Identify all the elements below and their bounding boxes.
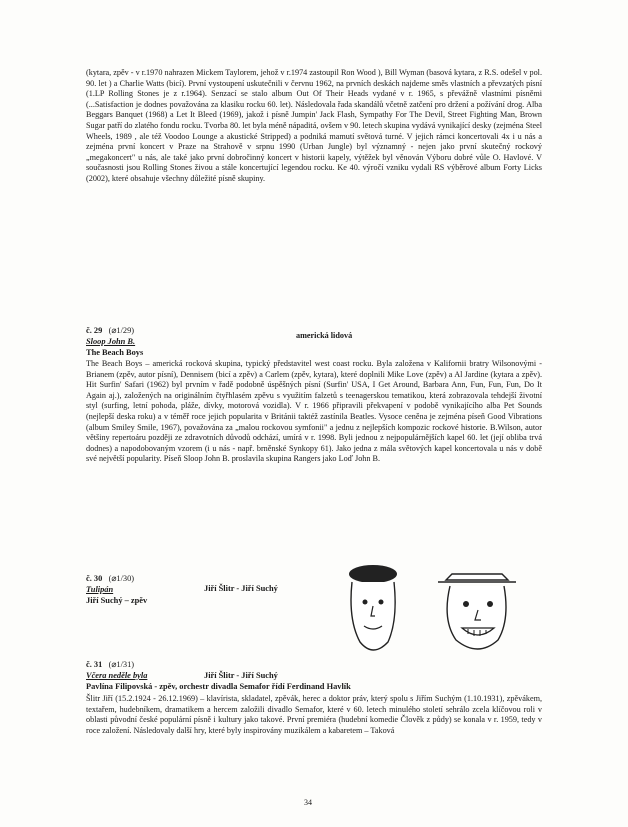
section-29-title: Sloop John B. <box>86 337 136 346</box>
section-29-number: č. 29 (⌀1/29) <box>86 326 135 335</box>
section-31-authors: Jiří Šlitr - Jiří Suchý <box>204 671 278 680</box>
paragraph-beach-boys: The Beach Boys – americká rocková skupina, typický představitel west coast rocku. Byla založena v Kalifornii bratry Wilsonovými - Brianem (zpěv, autor písní), Dennisem (bicí a zpěv) a Carlem (zpěv, kytara), které doplnili Mike Love (zpěv) a Al Jardine (kytara a zpěv). Hit Surfin' Safari (1962) byl prvním v řadě podobně úspěšných písní (Surfin' USA, I Get Around, Barbara Ann, Fun, Fun, Fun, Do It Again aj.), založených na originálním čtyřhlasém zpěvu s využitím falzetů s teenagerskou tematikou, která zobrazovala tehdejší životní styl (surfing, letní pohoda, pláže, dívky, motorová vozidla). V r. 1966 připravili překvapení v podobě vynikajícího alba Pet Sounds (nejlepší deska roku) a v téměř roce jejich popularita v Británii taktéž zastínila Beatles. Vysoce ceněna je zejména píseň Good Vibrations (album Smiley Smile, 1967), považována za „malou rockovou symfonii" a jednu z nejlepších kompozic rockové historie. B.Wilson, autor většiny repertoáru později ze zdravotních důvodů odchází, umírá v r. 1998. Byli jednou z nejpopulárnějších kapel 60. let (její obliba trvá dodnes) a napodobovaným vzorem (i u nás - např. brněnské Synkopy 61). Jako jedna z mála světových kapel koncertovala u nás v době své největší popularity. Píseň Sloop John B. proslavila skupina Rangers jako Loď John B. <box>86 359 542 464</box>
paragraph-rolling-stones: (kytara, zpěv - v r.1970 nahrazen Mickem Taylorem, jehož v r.1974 zastoupil Ron Wood ), Bill Wyman (basová kytara, z R.S. odešel v pol. 90. let ) a Charlie Watts (bicí). První vystoupení uskutečnili v červnu 1962, na prvních deskách najdeme směs vlastních a převzatých písní (1.LP Rolling Stones je z r.1964). Senzací se stalo album Out Of Their Heads vydané v r. 1965, s převážně vlastními písněmi (...Satisfaction je dodnes považována za klasiku rocku 60. let). Následovala řada skandálů včetně zatčení pro držení a požívání drog. Alba Beggars Banquet (1968) a Let It Bleed (1969), jakož i písně Jumpin' Jack Flash, Sympathy For The Devil, Street Fighting Man, Brown Sugar patří do zlatého fondu rocku. Tvorba 80. let byla méně nápaditá, ovšem v 90. letech skupina vydává vynikající desky (zejména Steel Wheels, 1989 , ale též Voodoo Lounge a akustické Stripped) a podniká mamutí světová turné. V jejich rámci koncertovali 4x i u nás a zejména první koncert v Praze na Strahově v srpnu 1990 (Urban Jungle) byl významný - nejen jako první skutečný rockový „megakoncert" u nás, ale také jako první dobročinný koncert v historii kapely, výtěžek byl věnován Výboru dobré vůle O. Havlové. V současnosti jsou Rolling Stones živou a stále koncertující legendou rocku. Ke 40. výročí vzniku vydali RS výběrové album Forty Licks (2002), které obsahuje všechny důležité písně skupiny. <box>86 68 542 183</box>
section-30-authors: Jiří Šlitr - Jiří Suchý <box>204 584 278 593</box>
section-29-artist: The Beach Boys <box>86 348 144 357</box>
cartoon-faces-illustration <box>338 560 528 670</box>
section-30-artist: Jiří Suchý – zpěv <box>86 596 148 605</box>
section-30-number: č. 30 (⌀1/30) <box>86 574 135 583</box>
paragraph-semafor: Šlitr Jiří (15.2.1924 - 26.12.1969) – klavírista, skladatel, zpěvák, herec a doktor práv, který spolu s Jiřím Suchým (1.10.1931), zpěvákem, textařem, hudebníkem, dramatikem a hercem založili divadlo Semafor, které v 60. letech minulého století sehrálo zcela klíčovou roli v oblasti původní české populární písně i kultury jako takové. První premiéra (hudební komedie Člověk z půdy) se konala v r. 1959, tedy v roce založení. Následovaly další hry, které byly inspirovány muzikálem a kabaretem – Taková <box>86 694 542 735</box>
section-31-title: Včera neděle byla <box>86 671 148 680</box>
section-30-title: Tulipán <box>86 585 114 594</box>
page-number: 34 <box>304 798 312 807</box>
section-31-artist: Pavlína Filipovská - zpěv, orchestr divadla Semafor řídí Ferdinand Havlík <box>86 682 351 691</box>
section-31-number: č. 31 (⌀1/31) <box>86 660 135 669</box>
section-29-origin: americká lidová <box>296 331 353 340</box>
